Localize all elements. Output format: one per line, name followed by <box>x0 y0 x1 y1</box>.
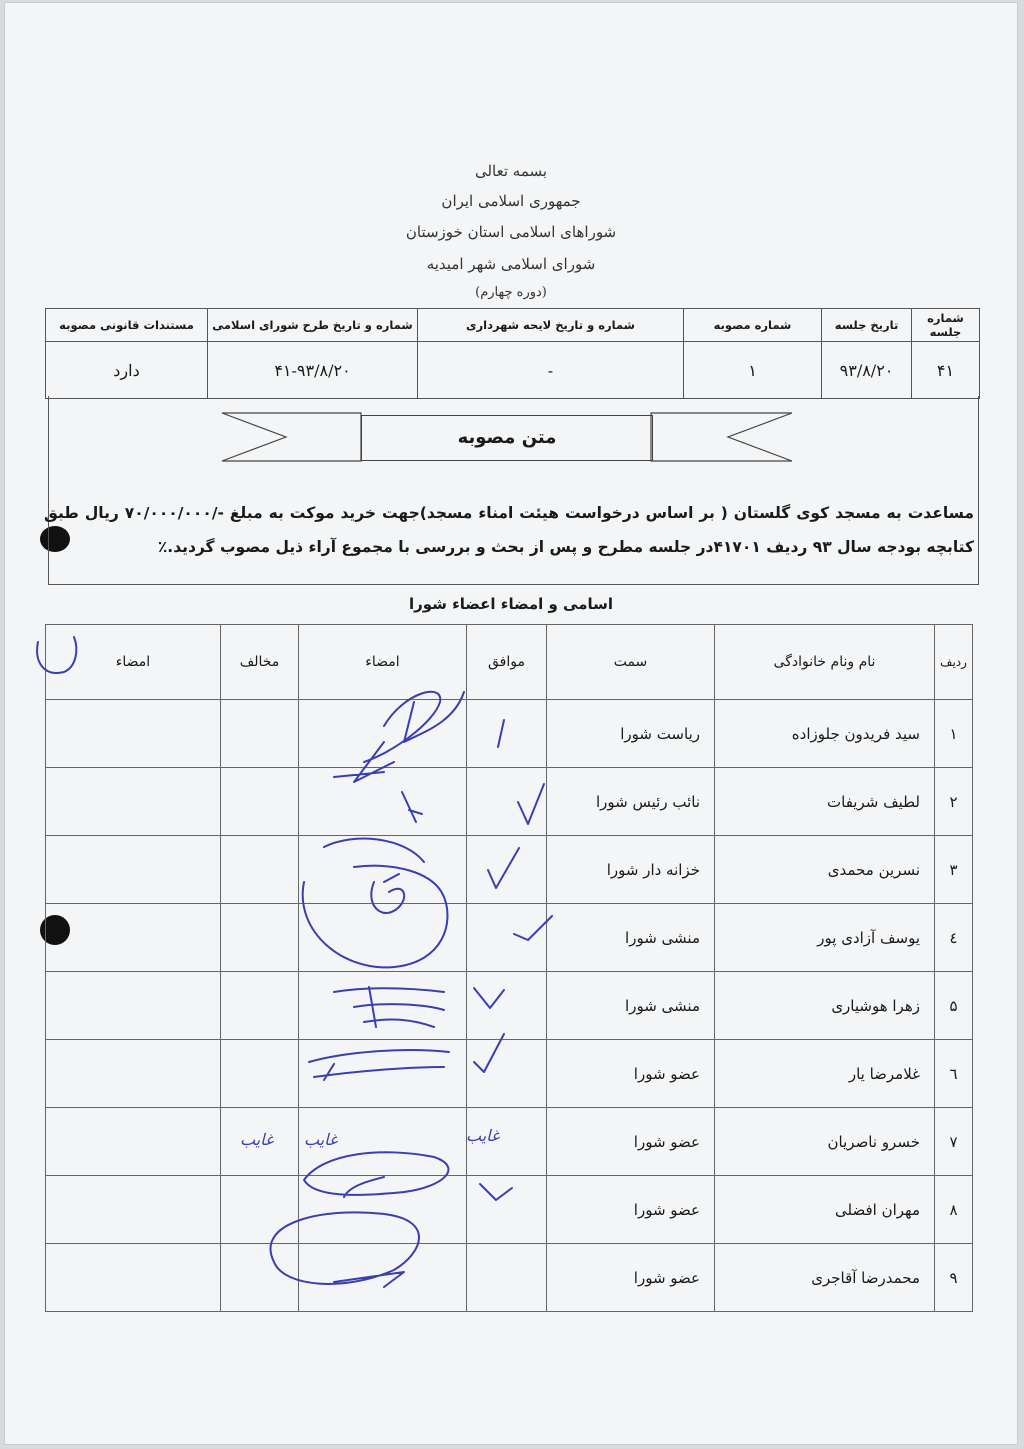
row-number: ٦ <box>935 1040 973 1108</box>
member-role: منشی شورا <box>547 904 715 972</box>
row-number: ۲ <box>935 768 973 836</box>
row-number: ۸ <box>935 1176 973 1244</box>
oppose-signature-cell <box>46 1040 221 1108</box>
header-term: (دوره چهارم) <box>475 285 547 300</box>
header-city-council: شورای اسلامی شهر امیدیه <box>426 255 596 273</box>
table-row <box>46 904 973 972</box>
row-number: ۹ <box>935 1244 973 1312</box>
members-title: اسامی و امضاء اعضاء شورا <box>408 595 614 613</box>
oppose-signature-cell <box>46 904 221 972</box>
oppose-signature-cell <box>46 768 221 836</box>
agree-signature-cell <box>299 768 467 836</box>
agree-signature-cell <box>299 700 467 768</box>
meta-header-municipal-bill: شماره و تاریخ لایحه شهرداری <box>418 309 684 342</box>
oppose-signature-cell <box>46 1108 221 1176</box>
resolution-title: متن مصوبه <box>361 415 653 461</box>
meta-header-council-plan: شماره و تاریخ طرح شورای اسلامی <box>208 309 418 342</box>
member-name: زهرا هوشیاری <box>715 972 935 1040</box>
header-province-councils: شوراهای اسلامی استان خوزستان <box>405 223 617 241</box>
member-role: نائب رئیس شورا <box>547 768 715 836</box>
meta-header-resolution-number: شماره مصوبه <box>684 309 822 342</box>
oppose-cell <box>221 1040 299 1108</box>
member-role: منشی شورا <box>547 972 715 1040</box>
row-number: ۱ <box>935 700 973 768</box>
meta-value-council-plan: ۴۱-۹۳/۸/۲۰ <box>208 342 418 399</box>
oppose-cell <box>221 836 299 904</box>
table-row <box>46 1244 973 1312</box>
member-role: ریاست شورا <box>547 700 715 768</box>
agree-cell <box>467 1244 547 1312</box>
col-header-agree-signature: امضاء <box>299 625 467 700</box>
table-row <box>46 836 973 904</box>
absent-note-oppose-signature: غایب <box>240 1130 274 1149</box>
oppose-cell <box>221 972 299 1040</box>
document-page <box>4 2 1018 1445</box>
meta-header-session-date: تاریخ جلسه <box>822 309 912 342</box>
table-row <box>46 768 973 836</box>
meta-table <box>45 308 980 399</box>
header-bismillah: بسمه تعالی <box>474 162 548 180</box>
oppose-cell <box>221 904 299 972</box>
absent-note-agree: غایب <box>466 1126 500 1145</box>
agree-cell <box>467 836 547 904</box>
agree-cell <box>467 1040 547 1108</box>
oppose-cell <box>221 1176 299 1244</box>
meta-value-municipal-bill: - <box>418 342 684 399</box>
members-table <box>45 624 973 1312</box>
row-number: ٤ <box>935 904 973 972</box>
table-row <box>46 1176 973 1244</box>
member-name: مهران افضلی <box>715 1176 935 1244</box>
member-name: خسرو ناصریان <box>715 1108 935 1176</box>
meta-value-session-date: ۹۳/۸/۲۰ <box>822 342 912 399</box>
member-name: نسرین محمدی <box>715 836 935 904</box>
header-country: جمهوری اسلامی ایران <box>441 192 581 210</box>
oppose-signature-cell <box>46 700 221 768</box>
oppose-cell <box>221 700 299 768</box>
member-role: عضو شورا <box>547 1176 715 1244</box>
col-header-oppose-signature: امضاء <box>46 625 221 700</box>
row-number: ۵ <box>935 972 973 1040</box>
col-header-oppose: مخالف <box>221 625 299 700</box>
meta-value-legal-basis: دارد <box>46 342 208 399</box>
meta-header-legal-basis: مستندات قانونی مصوبه <box>46 309 208 342</box>
oppose-cell <box>221 768 299 836</box>
member-name: یوسف آزادی پور <box>715 904 935 972</box>
oppose-signature-cell <box>46 836 221 904</box>
table-row <box>46 972 973 1040</box>
member-name: غلامرضا یار <box>715 1040 935 1108</box>
resolution-text: مساعدت به مسجد کوی گلستان ( بر اساس درخواست هیئت امناء مسجد)جهت خرید موکت به مبلغ -/۷۰/۰۰۰/۰۰۰ ریال طبق کتابچه بودجه سال ۹۳ ردیف ۴۱۷۰۱در جلسه مطرح و پس از بحث و بررسی با مجموع آراء ذیل مصوب گردید.٪ <box>44 504 975 556</box>
col-header-row: ردیف <box>935 625 973 700</box>
table-row <box>46 1040 973 1108</box>
agree-signature-cell <box>299 904 467 972</box>
oppose-signature-cell <box>46 1244 221 1312</box>
agree-cell <box>467 904 547 972</box>
oppose-signature-cell <box>46 1176 221 1244</box>
oppose-cell <box>221 1244 299 1312</box>
row-number: ۷ <box>935 1108 973 1176</box>
oppose-signature-cell <box>46 972 221 1040</box>
col-header-name: نام ونام خانوادگی <box>715 625 935 700</box>
row-number: ۳ <box>935 836 973 904</box>
member-role: عضو شورا <box>547 1108 715 1176</box>
member-role: عضو شورا <box>547 1244 715 1312</box>
agree-signature-cell <box>299 1040 467 1108</box>
col-header-role: سمت <box>547 625 715 700</box>
meta-value-resolution-number: ۱ <box>684 342 822 399</box>
meta-header-session-number: شماره جلسه <box>912 309 980 342</box>
meta-value-session-number: ۴۱ <box>912 342 980 399</box>
table-row <box>46 1108 973 1176</box>
member-role: خزانه دار شورا <box>547 836 715 904</box>
agree-signature-cell <box>299 836 467 904</box>
agree-cell <box>467 700 547 768</box>
agree-signature-cell <box>299 972 467 1040</box>
agree-cell <box>467 972 547 1040</box>
member-name: لطیف شریفات <box>715 768 935 836</box>
col-header-agree: موافق <box>467 625 547 700</box>
member-role: عضو شورا <box>547 1040 715 1108</box>
member-name: محمدرضا آقاجری <box>715 1244 935 1312</box>
agree-cell <box>467 1176 547 1244</box>
agree-signature-cell <box>299 1176 467 1244</box>
member-name: سید فریدون جلوزاده <box>715 700 935 768</box>
table-row <box>46 700 973 768</box>
agree-cell <box>467 768 547 836</box>
absent-note-signature: غایب <box>304 1130 338 1149</box>
agree-signature-cell <box>299 1244 467 1312</box>
